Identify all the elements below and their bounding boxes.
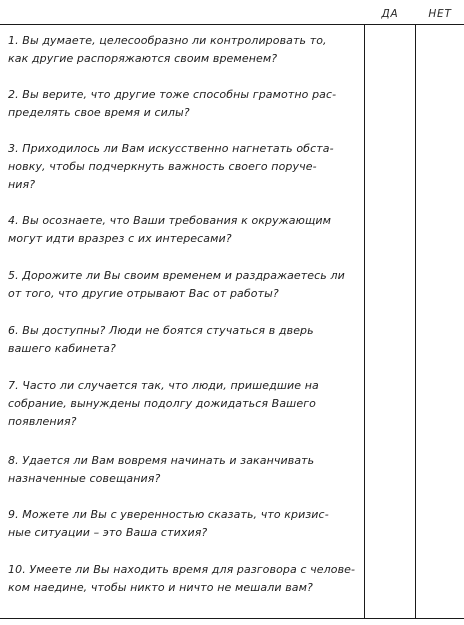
yes-column-divider [364,25,365,618]
question-line: ком наедине, чтобы никто и ничто не мешали вам? [8,581,313,594]
question-line: новку, чтобы подчеркнуть важность своего поруче- [8,160,317,173]
question-6 [8,322,360,358]
question-line: 1. Вы думаете, целесообразно ли контролировать то, [8,34,327,47]
question-line: 3. Приходилось ли Вам искусственно нагнетать обста- [8,142,334,155]
question-4 [8,212,360,248]
question-9 [8,506,360,542]
question-line: собрание, вынуждены подолгу дожидаться Вашего [8,397,316,410]
question-line: 9. Можете ли Вы с уверенностью сказать, что кризис- [8,508,329,521]
question-line: пределять свое время и силы? [8,106,190,119]
question-8 [8,452,360,488]
question-line: могут идти вразрез с их интересами? [8,232,232,245]
question-line: 8. Удается ли Вам вовремя начинать и заканчивать [8,454,315,467]
top-rule [0,24,464,25]
question-7 [8,377,360,431]
question-line: ные ситуации – это Ваша стихия? [8,526,208,539]
question-line: 10. Умеете ли Вы находить время для разговора с челове- [8,563,356,576]
question-3 [8,140,360,194]
question-2 [8,86,360,122]
question-line: 7. Часто ли случается так, что люди, пришедшие на [8,379,319,392]
question-10 [8,561,360,597]
question-1 [8,32,360,68]
column-header-no: НЕТ [428,8,452,20]
question-line: назначенные совещания? [8,472,161,485]
question-line: 4. Вы осознаете, что Ваши требования к окружающим [8,214,332,227]
question-line: ния? [8,178,36,191]
question-line: 5. Дорожите ли Вы своим временем и раздражаетесь ли [8,269,345,282]
question-line: появления? [8,415,77,428]
bottom-rule [0,618,464,619]
question-line: 6. Вы доступны? Люди не боятся стучаться в дверь [8,324,314,337]
question-line: от того, что другие отрывают Вас от работы? [8,287,279,300]
question-5 [8,267,360,303]
column-header-yes: ДА [381,8,399,20]
question-line: 2. Вы верите, что другие тоже способны грамотно рас- [8,88,337,101]
question-line: вашего кабинета? [8,342,116,355]
question-line: как другие распоряжаются своим временем? [8,52,278,65]
no-column-divider [415,25,416,618]
